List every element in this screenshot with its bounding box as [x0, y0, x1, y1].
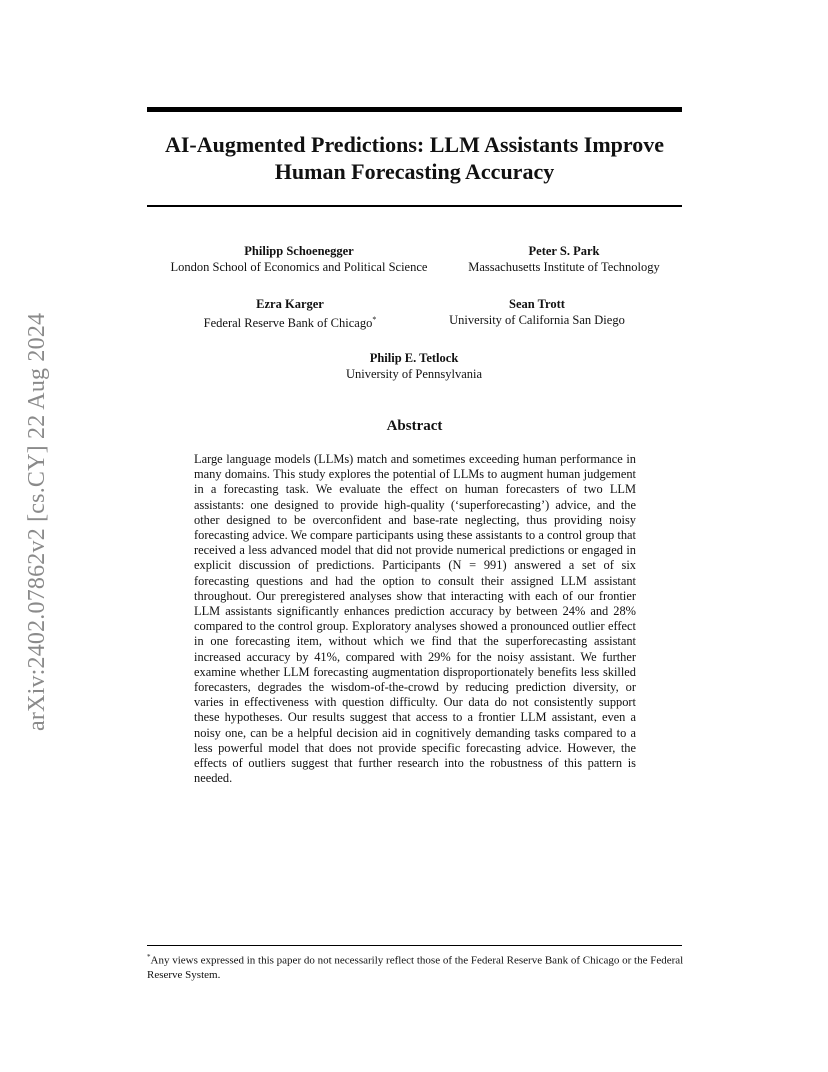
- footnote-marker: *: [147, 953, 151, 961]
- author-name: Peter S. Park: [528, 244, 600, 258]
- author-affiliation: University of Pennsylvania: [345, 367, 483, 381]
- arxiv-identifier: arXiv:2402.07862v2 [cs.CY] 22 Aug 2024: [24, 312, 50, 732]
- title-top-rule: [147, 107, 682, 112]
- author-block: [314, 350, 514, 382]
- title-bottom-rule: [147, 205, 682, 207]
- author-block: [160, 243, 438, 275]
- author-affiliation: London School of Economics and Political Science: [170, 260, 428, 274]
- author-affiliation: Federal Reserve Bank of Chicago: [203, 316, 373, 331]
- paper-title: AI-Augmented Predictions: LLM Assistants Improve Human Forecasting Accuracy: [164, 132, 665, 184]
- abstract-text: Large language models (LLMs) match and sometimes exceeding human performance in many domains. This study explores the potential of LLMs to augment human judgement in a forecasting task. We evaluate the effect on human forecasters of two LLM assistants: one designed to provide high-quality (‘superforecasting’) advice, and the other designed to be overconfident and base-rate neglecting, thus providing noisy forecasting advice. We compare participants using these assistants to a control group that received a less advanced model that did not provide numerical predictions or engaged in explicit discussion of predictions. Participants (N = 991) answered a set of six forecasting questions and had the option to consult their assigned LLM assistant throughout. Our preregistered analyses show that interacting with each of our frontier LLM assistants significantly enhances prediction accuracy by between 24% and 28% compared to the control group. Exploratory analyses showed a pronounced outlier effect in one forecasting item, without which we find that the superforecasting assistant increased accuracy by 41%, compared with 29% for the noisy assistant. We further examine whether LLM forecasting augmentation disproportionately benefits less skilled forecasters, degrades the wisdom-of-the-crowd by reducing prediction diversity, or varies in effectiveness with question difficulty. Our data do not consistently support these hypotheses. Our results suggest that access to a frontier LLM assistant, even a noisy one, can be a helpful decision aid in cognitively demanding tasks compared to a less powerful model that does not provide specific forecasting advice. However, the effects of outliers suggest that further research into the robustness of this pattern is needed.: [194, 452, 636, 786]
- author-block: [437, 296, 637, 328]
- author-name: Ezra Karger: [256, 297, 324, 311]
- author-name: Philip E. Tetlock: [369, 351, 459, 365]
- footnote-rule: [147, 945, 682, 946]
- abstract-heading: Abstract: [386, 418, 443, 434]
- author-name: Philipp Schoenegger: [244, 244, 354, 258]
- author-affiliation: University of California San Diego: [449, 313, 625, 327]
- footnote: [147, 950, 687, 983]
- footnote-text: Any views expressed in this paper do not necessarily reflect those of the Federal Reserve Bank of Chicago or the Federal Reserve System.: [147, 954, 684, 982]
- author-affiliation: Massachusetts Institute of Technology: [468, 260, 660, 274]
- footnote-marker: *: [372, 315, 377, 324]
- author-name: Sean Trott: [509, 297, 565, 311]
- author-block: [190, 296, 390, 331]
- author-block: [458, 243, 670, 275]
